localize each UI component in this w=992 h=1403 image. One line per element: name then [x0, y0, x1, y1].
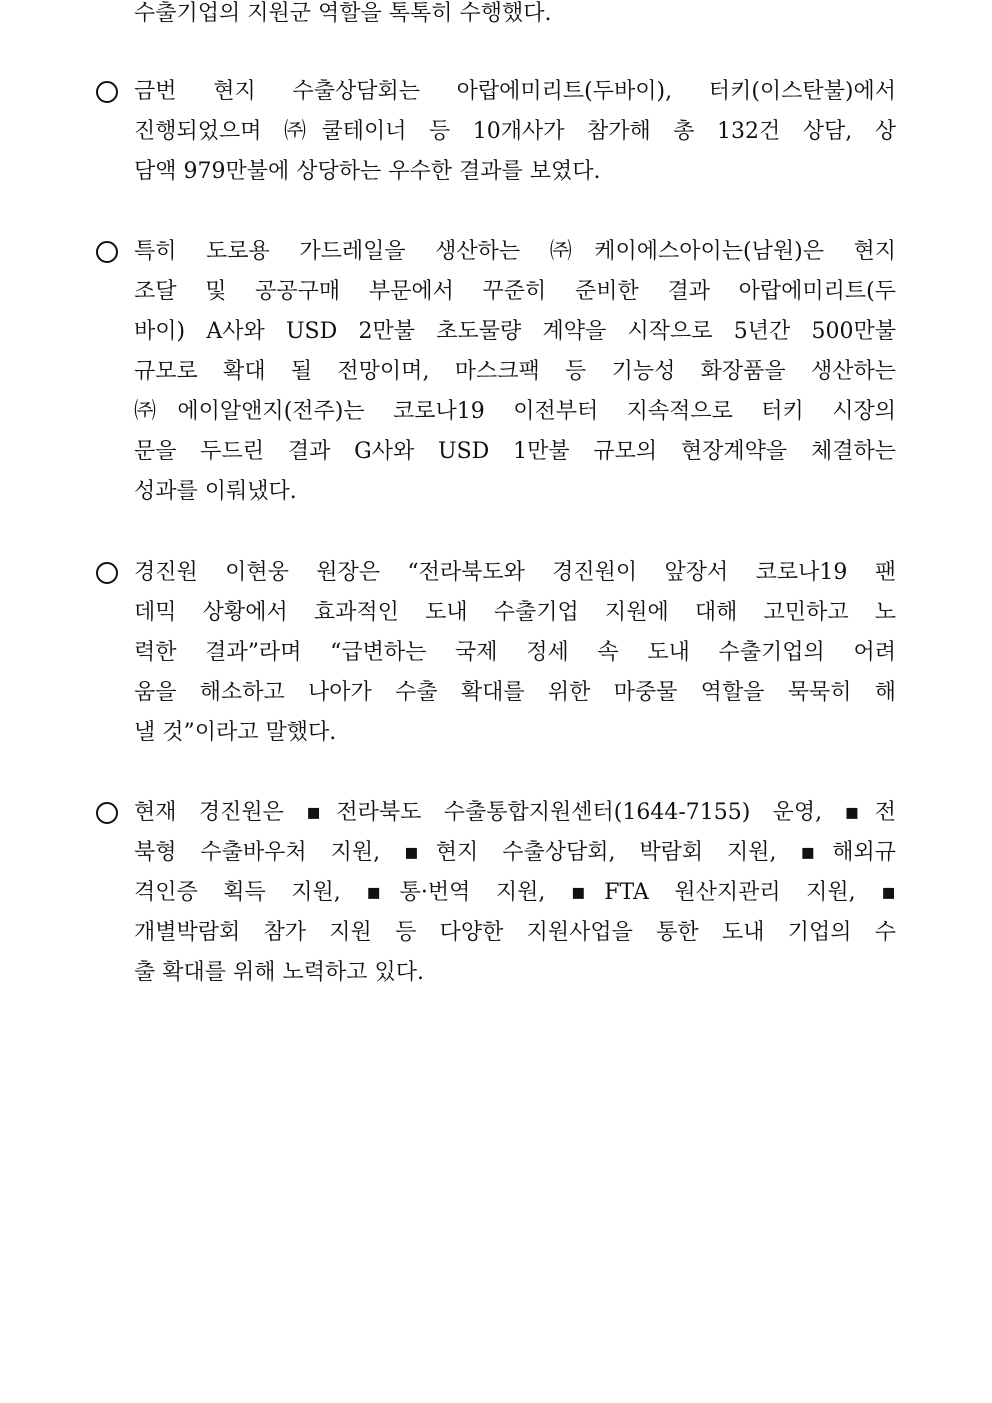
intro-line: 수출기업의 지원군 역할을 톡톡히 수행했다. [134, 1, 552, 26]
paragraph-4-line-4: 개별박람회 참가 지원 등 다양한 지원사업을 통한 도내 기업의 수 [134, 920, 896, 945]
paragraph-3-line-5: 낼 것”이라고 말했다. [134, 720, 337, 745]
circle-bullet-icon [96, 241, 118, 263]
paragraph-4-line-3: 격인증 획득 지원, ▪통·번역 지원, ▪FTA 원산지관리 지원, ▪ [134, 880, 896, 905]
paragraph-1-line-1: 금번 현지 수출상담회는 아랍에미리트(두바이), 터키(이스탄불)에서 [134, 79, 896, 104]
paragraph-4-line-1: 현재 경진원은 ▪전라북도 수출통합지원센터(1644-7155) 운영, ▪전 [134, 800, 896, 825]
circle-bullet-icon [96, 562, 118, 584]
paragraph-3-line-2: 데믹 상황에서 효과적인 도내 수출기업 지원에 대해 고민하고 노 [134, 600, 896, 625]
paragraph-2-line-2: 조달 및 공공구매 부문에서 꾸준히 준비한 결과 아랍에미리트(두 [134, 279, 896, 304]
paragraph-4-line-2: 북형 수출바우처 지원, ▪현지 수출상담회, 박람회 지원, ▪해외규 [134, 840, 896, 865]
paragraph-1-line-2: 진행되었으며 ㈜쿨테이너 등 10개사가 참가해 총 132건 상담, 상 [134, 119, 896, 144]
paragraph-2-line-3: 바이) A사와 USD 2만불 초도물량 계약을 시작으로 5년간 500만불 [134, 319, 896, 344]
paragraph-3-line-3: 력한 결과”라며 “급변하는 국제 정세 속 도내 수출기업의 어려 [134, 640, 896, 665]
circle-bullet-icon [96, 802, 118, 824]
paragraph-3-line-4: 움을 해소하고 나아가 수출 확대를 위한 마중물 역할을 묵묵히 해 [134, 680, 896, 705]
paragraph-2-line-1: 특히 도로용 가드레일을 생산하는 ㈜케이에스아이는(남원)은 현지 [134, 239, 896, 264]
paragraph-2-line-6: 문을 두드린 결과 G사와 USD 1만불 규모의 현장계약을 체결하는 [134, 439, 896, 464]
paragraph-3-line-1: 경진원 이현웅 원장은 “전라북도와 경진원이 앞장서 코로나19 팬 [134, 560, 896, 585]
paragraph-2-line-5: ㈜에이알앤지(전주)는 코로나19 이전부터 지속적으로 터키 시장의 [134, 399, 896, 424]
paragraph-2-line-7: 성과를 이뤄냈다. [134, 479, 297, 504]
paragraph-4-line-5: 출 확대를 위해 노력하고 있다. [134, 960, 424, 985]
paragraph-1-line-3: 담액 979만불에 상당하는 우수한 결과를 보였다. [134, 159, 601, 184]
circle-bullet-icon [96, 81, 118, 103]
paragraph-2-line-4: 규모로 확대 될 전망이며, 마스크팩 등 기능성 화장품을 생산하는 [134, 359, 896, 384]
